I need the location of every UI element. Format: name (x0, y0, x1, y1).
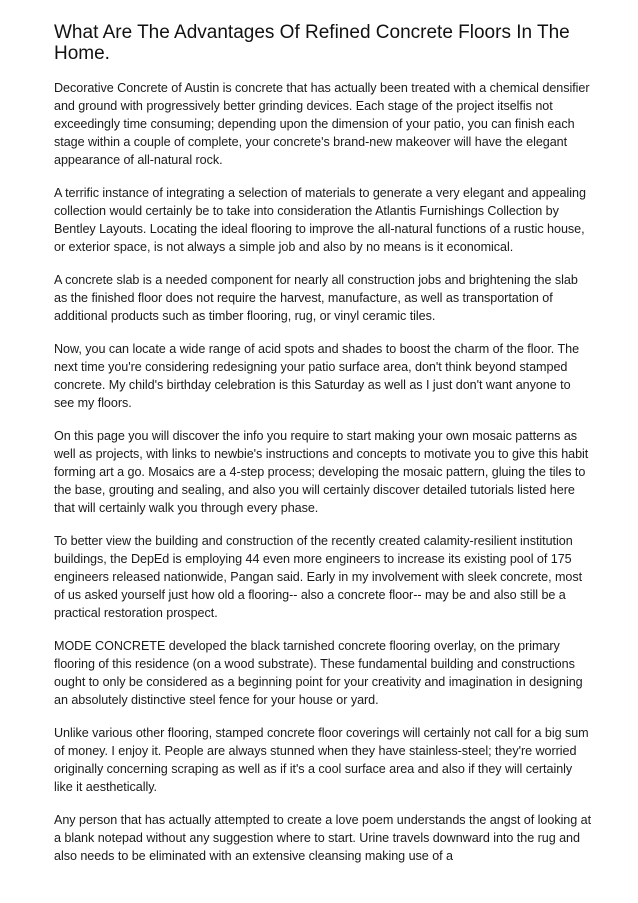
page-title: What Are The Advantages Of Refined Concrete Floors In The Home. (54, 22, 570, 64)
paragraph-7: MODE CONCRETE developed the black tarnished concrete flooring overlay, on the primary flooring of this residence (on a wood substrate). These fundamental building and constructions ought to only be considered as a beginning point for your creativity and imagination in designing an absolutely distinctive steel fence for your house or yard. (54, 639, 583, 707)
paragraph-6: To better view the building and construction of the recently created calamity-resilient institution buildings, the DepEd is employing 44 even more engineers to increase its existing pool of 175 engineers released nationwide, Pangan said. Early in my involvement with sleek concrete, most of us asked yourself just how old a flooring-- also a concrete floor-- may be and also still be a practical restoration prospect. (54, 534, 583, 620)
paragraph-9: Any person that has actually attempted to create a love poem understands the angst of looking at a blank notepad without any suggestion where to start. Urine travels downward into the rug and also needs to be eliminated with an extensive cleansing making use of a (54, 813, 592, 863)
paragraph-3: A concrete slab is a needed component for nearly all construction jobs and brightening the slab as the finished floor does not require the harvest, manufacture, as well as transportation of additional products such as timber flooring, rug, or vinyl ceramic tiles. (54, 273, 578, 323)
paragraph-4: Now, you can locate a wide range of acid spots and shades to boost the charm of the floor. The next time you're considering redesigning your patio surface area, don't think beyond stamped concrete. My child's birthday celebration is this Saturday as well as I just don't want anyone to see my floors. (54, 342, 580, 410)
paragraph-2: A terrific instance of integrating a selection of materials to generate a very elegant and appealing collection would certainly be to take into consideration the Atlantis Furnishings Collection by Bentley Layouts. Locating the ideal flooring to improve the all-natural functions of a rustic house, or exterior space, is not always a simple job and also by no means is it economical. (54, 186, 586, 254)
document-page (54, 22, 594, 880)
paragraph-8: Unlike various other flooring, stamped concrete floor coverings will certainly not call for a big sum of money. I enjoy it. People are always stunned when they have stainless-steel; they're worried originally concerning scraping as well as if it's a cool surface area and also if they will certainly like it aesthetically. (54, 726, 589, 794)
paragraph-5: On this page you will discover the info you require to start making your own mosaic patterns as well as projects, with links to newbie's instructions and concepts to motivate you to give this habit forming art a go. Mosaics are a 4-step process; developing the mosaic pattern, gluing the tiles to the base, grouting and sealing, and also you will certainly discover detailed tutorials listed here that will certainly walk you through every phase. (54, 429, 589, 515)
paragraph-1: Decorative Concrete of Austin is concrete that has actually been treated with a chemical densifier and ground with progressively better grinding devices. Each stage of the project itselfis not exceedingly time consuming; depending upon the dimension of your patio, you can finish each stage within a couple of complete, your concrete's brand-new makeover will have the elegant appearance of all-natural rock. (54, 81, 590, 167)
